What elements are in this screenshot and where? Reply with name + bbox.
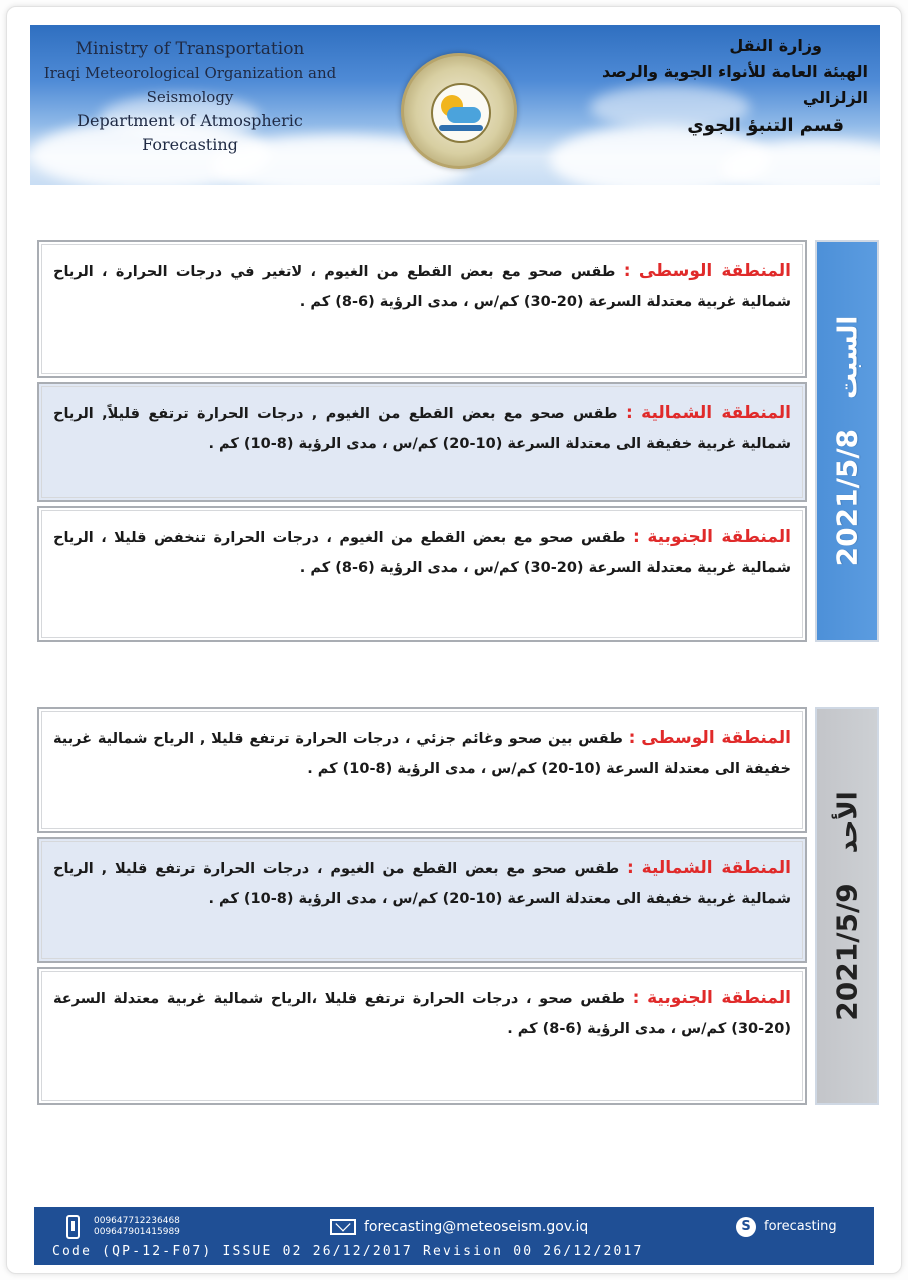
organization-seal-logo: [401, 53, 517, 169]
ministry-name-ar: وزارة النقل: [729, 36, 822, 55]
department-name-en: Department of Atmospheric Forecasting: [77, 111, 303, 154]
region-separator: :: [633, 527, 640, 547]
header-arabic-block: [588, 33, 868, 141]
region-box-central: [37, 240, 807, 378]
department-name-ar: قسم التنبؤ الجوي: [687, 115, 844, 136]
skype-icon: S: [736, 1217, 756, 1237]
organization-name-en: Iraqi Meteorological Organization and Seismology: [43, 64, 337, 106]
organization-name-ar: الهيئة العامة للأنواء الجوية والرصد الزلزالي: [602, 62, 868, 107]
day-date: 2021/5/8: [830, 428, 864, 567]
region-forecast: [53, 522, 791, 583]
region-name: المنطقة الشمالية: [641, 858, 791, 878]
phone-number: 009647712236468: [94, 1216, 180, 1226]
day-label: [831, 316, 864, 567]
region-forecast-text: طقس صحو مع بعض القطع من الغيوم ، لاتغير في درجات الحرارة ، الرياح شمالية غربية معتدلة السرعة (20-30) كم/س ، مدى الرؤية (6-8) كم .: [53, 264, 791, 310]
mobile-phone-icon: [66, 1215, 80, 1239]
day-label: [831, 791, 864, 1020]
region-box-northern: [37, 837, 807, 963]
region-name: المنطقة الجنوبية: [647, 988, 791, 1008]
region-separator: :: [627, 858, 634, 878]
phone-numbers: [94, 1216, 180, 1238]
contact-footer: [34, 1207, 874, 1265]
region-forecast: [53, 256, 791, 317]
region-box-southern: [37, 506, 807, 642]
region-forecast: [53, 853, 791, 914]
region-box-central: [37, 707, 807, 833]
day-name: الأحد: [833, 791, 864, 854]
region-forecast-text: طقس بين صحو وغائم جزئي ، درجات الحرارة ترتفع قليلا , الرياح شمالية غربية خفيفة الى معتدلة السرعة (10-20) كم/س ، مدى الرؤية (8-10) كم .: [53, 731, 791, 777]
envelope-icon: [330, 1219, 356, 1235]
forecast-day-section: [37, 240, 879, 642]
region-separator: :: [623, 261, 631, 281]
region-separator: :: [632, 988, 640, 1008]
day-name: السبت: [833, 315, 864, 399]
region-forecast-text: طقس صحو مع بعض القطع من الغيوم , درجات الحرارة ترتفع قليلاً, الرياح شمالية غربية خفيفة الى معتدلة السرعة (10-20) كم/س ، مدى الرؤية (8-10) كم .: [53, 406, 791, 452]
day-panel-sunday: [815, 707, 879, 1105]
phone-number: 009647901415989: [94, 1227, 180, 1237]
region-separator: :: [628, 728, 636, 748]
day-panel-saturday: [815, 240, 879, 642]
region-forecast-text: طقس صحو مع بعض القطع من الغيوم ، درجات الحرارة تنخفض قليلا ، الرياح شمالية غربية معتدلة السرعة (20-30) كم/س ، مدى الرؤية (6-8) كم .: [53, 530, 791, 576]
region-forecast: [53, 398, 791, 459]
region-forecast: [53, 983, 791, 1044]
ministry-name-en: Ministry of Transportation: [75, 39, 305, 59]
day-date: 2021/5/9: [830, 883, 864, 1021]
header-banner: [30, 25, 880, 185]
forecast-day-section: [37, 707, 879, 1105]
region-name: المنطقة الجنوبية: [647, 527, 791, 547]
skype-handle[interactable]: forecasting: [764, 1219, 837, 1234]
email-link[interactable]: forecasting@meteoseism.gov.iq: [364, 1219, 589, 1235]
region-forecast-text: طقس صحو ، درجات الحرارة ترتفع قليلا ،الرياح شمالية غربية معتدلة السرعة (20-30) كم/س ، مدى الرؤية (6-8) كم .: [53, 991, 791, 1037]
region-separator: :: [625, 403, 633, 423]
region-forecast-text: طقس صحو مع بعض القطع من الغيوم ، درجات الحرارة ترتفع قليلا , الرياح شمالية غربية خفيفة الى معتدلة السرعة (10-20) كم/س ، مدى الرؤية (8-10) كم .: [53, 861, 791, 907]
region-name: المنطقة الشمالية: [641, 403, 791, 423]
region-box-northern: [37, 382, 807, 502]
region-box-southern: [37, 967, 807, 1105]
region-name: المنطقة الوسطى: [638, 261, 791, 281]
document-code: Code (QP-12-F07) ISSUE 02 26/12/2017 Revision 00 26/12/2017: [52, 1244, 644, 1259]
region-name: المنطقة الوسطى: [641, 728, 791, 748]
region-forecast: [53, 723, 791, 784]
header-english-block: [40, 37, 340, 157]
